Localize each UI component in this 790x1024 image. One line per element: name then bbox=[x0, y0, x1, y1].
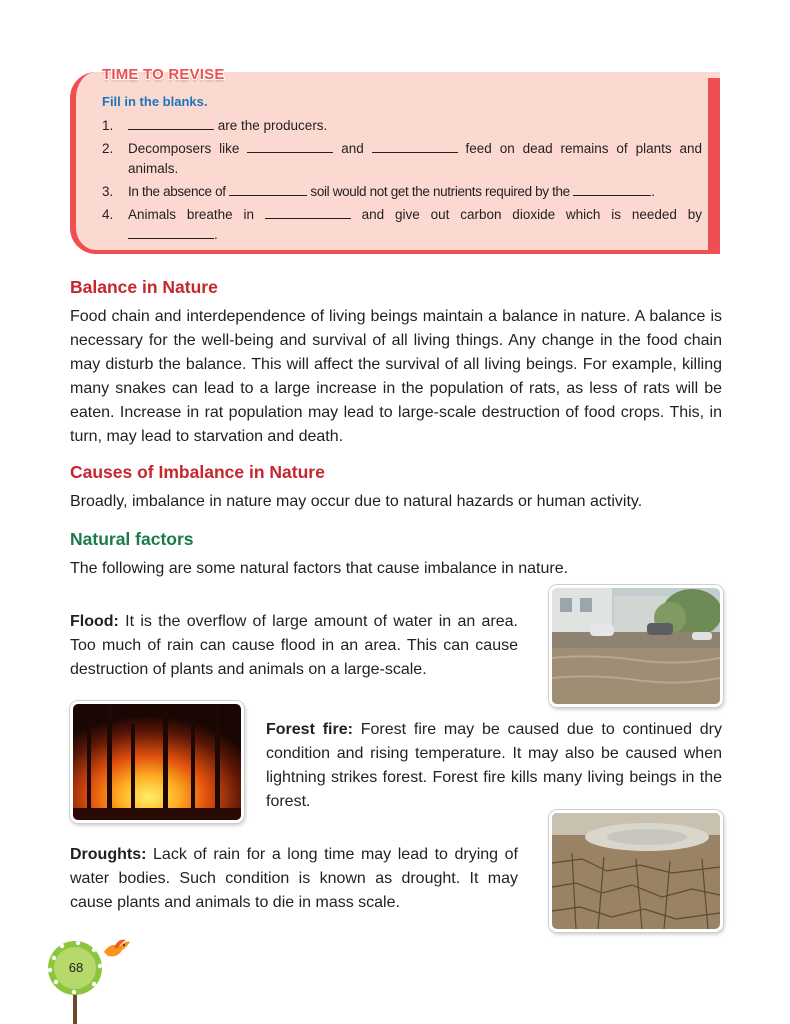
blank bbox=[265, 206, 351, 219]
bird-icon bbox=[100, 936, 132, 962]
revise-instruction: Fill in the blanks. bbox=[102, 94, 208, 109]
revise-box bbox=[70, 66, 720, 254]
item-part: and bbox=[333, 141, 372, 156]
paragraph-natural-factors: The following are some natural factors that cause imbalance in nature. bbox=[70, 560, 569, 577]
page-number: 68 bbox=[68, 960, 84, 975]
blank bbox=[229, 183, 307, 196]
heading-causes-of-imbalance: Causes of Imbalance in Nature bbox=[70, 462, 325, 482]
item-text bbox=[128, 116, 702, 136]
item-part: and give out carbon dioxide which is needed by bbox=[350, 207, 702, 222]
item-text bbox=[128, 205, 702, 245]
item-number: 2. bbox=[102, 141, 114, 156]
blank bbox=[573, 183, 651, 196]
item-text bbox=[128, 182, 702, 202]
text-droughts: Lack of rain for a long time may lead to drying of water bodies. Such condition is known as drought. It may cause plants and animals to die in mass scale. bbox=[70, 846, 518, 911]
heading-balance-in-nature: Balance in Nature bbox=[70, 277, 218, 297]
paragraph-forest-fire bbox=[266, 718, 722, 814]
blank bbox=[372, 140, 458, 153]
item-number: 4. bbox=[102, 207, 114, 222]
flood-photo bbox=[549, 585, 723, 707]
paragraph-flood bbox=[70, 610, 518, 682]
term-droughts: Droughts: bbox=[70, 846, 147, 863]
revise-item-2 bbox=[102, 139, 702, 179]
blank bbox=[128, 117, 214, 130]
revise-box-edge bbox=[708, 78, 720, 250]
revise-item-4 bbox=[102, 205, 702, 245]
drought-illustration bbox=[552, 813, 720, 929]
item-number: 3. bbox=[102, 184, 114, 199]
term-forest-fire: Forest fire: bbox=[266, 721, 353, 738]
revise-item-1 bbox=[102, 116, 702, 136]
tree-page-icon bbox=[44, 938, 108, 1024]
item-part: are the producers. bbox=[214, 118, 328, 133]
revise-item-3 bbox=[102, 182, 702, 202]
drought-photo bbox=[549, 810, 723, 932]
revise-list bbox=[102, 116, 702, 248]
forest-fire-illustration bbox=[73, 704, 241, 820]
heading-natural-factors: Natural factors bbox=[70, 529, 194, 549]
item-part: In the absence of bbox=[128, 184, 230, 199]
forest-fire-photo bbox=[70, 701, 244, 823]
text-flood: It is the overflow of large amount of water in an area. Too much of rain can cause flood in an area. This can cause destruction of plants and animals on a large-scale. bbox=[70, 613, 518, 678]
blank bbox=[128, 226, 214, 239]
item-part: . bbox=[214, 227, 218, 242]
item-number: 1. bbox=[102, 118, 114, 133]
term-flood: Flood: bbox=[70, 613, 119, 630]
item-part: feed on dead remains of plants and animals. bbox=[128, 141, 703, 176]
paragraph-balance: Food chain and interdependence of living beings maintain a balance in nature. A balance is necessary for the well-being and survival of all living things. Any change in the food chain may disturb the balance. This will affect the survival of all living beings. For example, killing many snakes can lead to a large increase in the population of rats, as less of rats will be eaten. Increase in rat population may lead to large-scale destruction of food crops. This, in turn, may lead to starvation and death. bbox=[70, 308, 722, 445]
blank bbox=[247, 140, 333, 153]
item-part: soil would not get the nutrients required by the bbox=[307, 184, 574, 199]
item-part: Animals breathe in bbox=[128, 207, 265, 222]
revise-title: TIME TO REVISE bbox=[102, 66, 225, 83]
paragraph-droughts bbox=[70, 843, 518, 915]
item-text bbox=[128, 139, 702, 179]
text-forest-fire: Forest fire may be caused due to continued dry condition and rising temperature. It may also be caused when lightning strikes forest. Forest fire kills many living beings in the forest. bbox=[266, 721, 722, 810]
flood-illustration bbox=[552, 588, 720, 704]
item-part: . bbox=[651, 184, 655, 199]
item-part: Decomposers like bbox=[128, 141, 248, 156]
paragraph-causes: Broadly, imbalance in nature may occur due to natural hazards or human activity. bbox=[70, 493, 643, 510]
